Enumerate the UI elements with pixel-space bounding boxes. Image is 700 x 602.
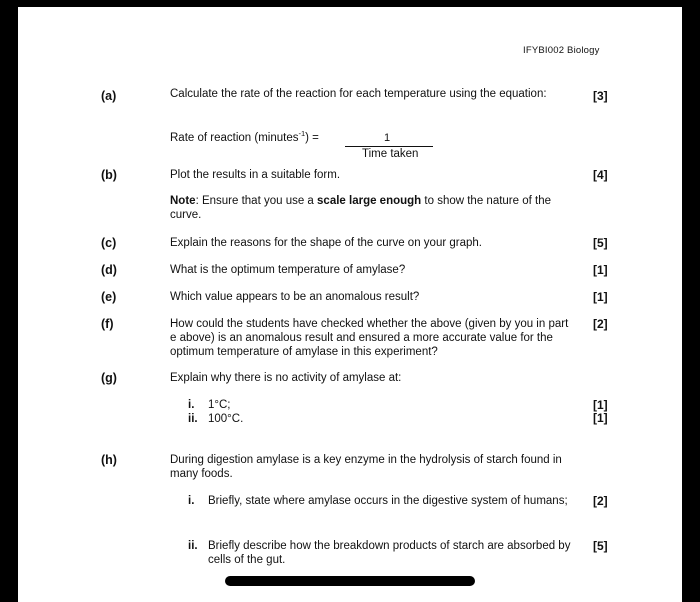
question-e-text: Which value appears to be an anomalous result? [170, 291, 420, 303]
equation-exponent: -1 [298, 129, 306, 138]
question-g-item-2-marks: [1] [593, 411, 608, 425]
item-number: ii. [188, 413, 198, 425]
question-e-marks: [1] [593, 290, 608, 304]
note-post: to show the nature of the curve. [170, 195, 551, 221]
item-text: Briefly, state where amylase occurs in the digestive system of humans; [208, 495, 568, 507]
note-label: Note [170, 195, 196, 207]
document-header: IFYBI002 Biology [523, 45, 600, 56]
question-g-item-1 [188, 398, 231, 412]
question-d-text: What is the optimum temperature of amylase? [170, 264, 406, 276]
equation-denominator: Time taken [362, 148, 419, 160]
equation-numerator: 1 [384, 132, 391, 144]
fraction-bar [345, 146, 433, 147]
item-number: i. [188, 495, 195, 507]
question-h-item-2 [188, 539, 573, 567]
question-g-text: Explain why there is no activity of amylase at: [170, 372, 402, 384]
question-a-text: Calculate the rate of the reaction for each temperature using the equation: [170, 88, 547, 100]
question-f-text: How could the students have checked whether the above (given by you in part e above) is an anomalous result and ensured a more accurate value for the optimum temperature of amylase in this experiment? [170, 318, 569, 358]
item-text: Briefly describe how the breakdown products of starch are absorbed by cells of the gut. [208, 540, 571, 566]
question-b-text: Plot the results in a suitable form. [170, 169, 341, 181]
question-c-label: (c) [101, 236, 117, 250]
question-a-marks: [3] [593, 89, 608, 103]
item-number: i. [188, 399, 195, 411]
note-bold: scale large enough [317, 195, 422, 207]
question-f-marks: [2] [593, 317, 608, 331]
question-b-marks: [4] [593, 168, 608, 182]
home-indicator-bar[interactable] [225, 576, 475, 586]
question-e-label: (e) [101, 290, 117, 304]
question-d-label: (d) [101, 263, 117, 277]
question-g-item-2 [188, 412, 243, 426]
question-h-label: (h) [101, 453, 117, 467]
note-pre: : Ensure that you use a [195, 195, 318, 207]
rate-equation-lhs [170, 127, 319, 145]
item-text: 100°C. [208, 413, 244, 425]
question-c-marks: [5] [593, 236, 608, 250]
question-a-label: (a) [101, 89, 117, 103]
item-number: ii. [188, 540, 198, 552]
equation-lhs-text: Rate of reaction (minutes [170, 131, 299, 144]
question-b-note [170, 194, 575, 222]
question-f-label: (f) [101, 317, 114, 331]
question-g-label: (g) [101, 371, 117, 385]
question-h-item-2-marks: [5] [593, 539, 608, 553]
question-c-text: Explain the reasons for the shape of the curve on your graph. [170, 237, 482, 249]
question-g-item-1-marks: [1] [593, 398, 608, 412]
question-b-label: (b) [101, 168, 117, 182]
item-text: 1°C; [208, 399, 231, 411]
equation-lhs-end: ) = [305, 131, 319, 144]
question-d-marks: [1] [593, 263, 608, 277]
exam-page [18, 7, 682, 602]
question-h-item-1-marks: [2] [593, 494, 608, 508]
question-h-item-1 [188, 494, 573, 508]
question-h-text: During digestion amylase is a key enzyme in the hydrolysis of starch found in many foods. [170, 454, 562, 480]
